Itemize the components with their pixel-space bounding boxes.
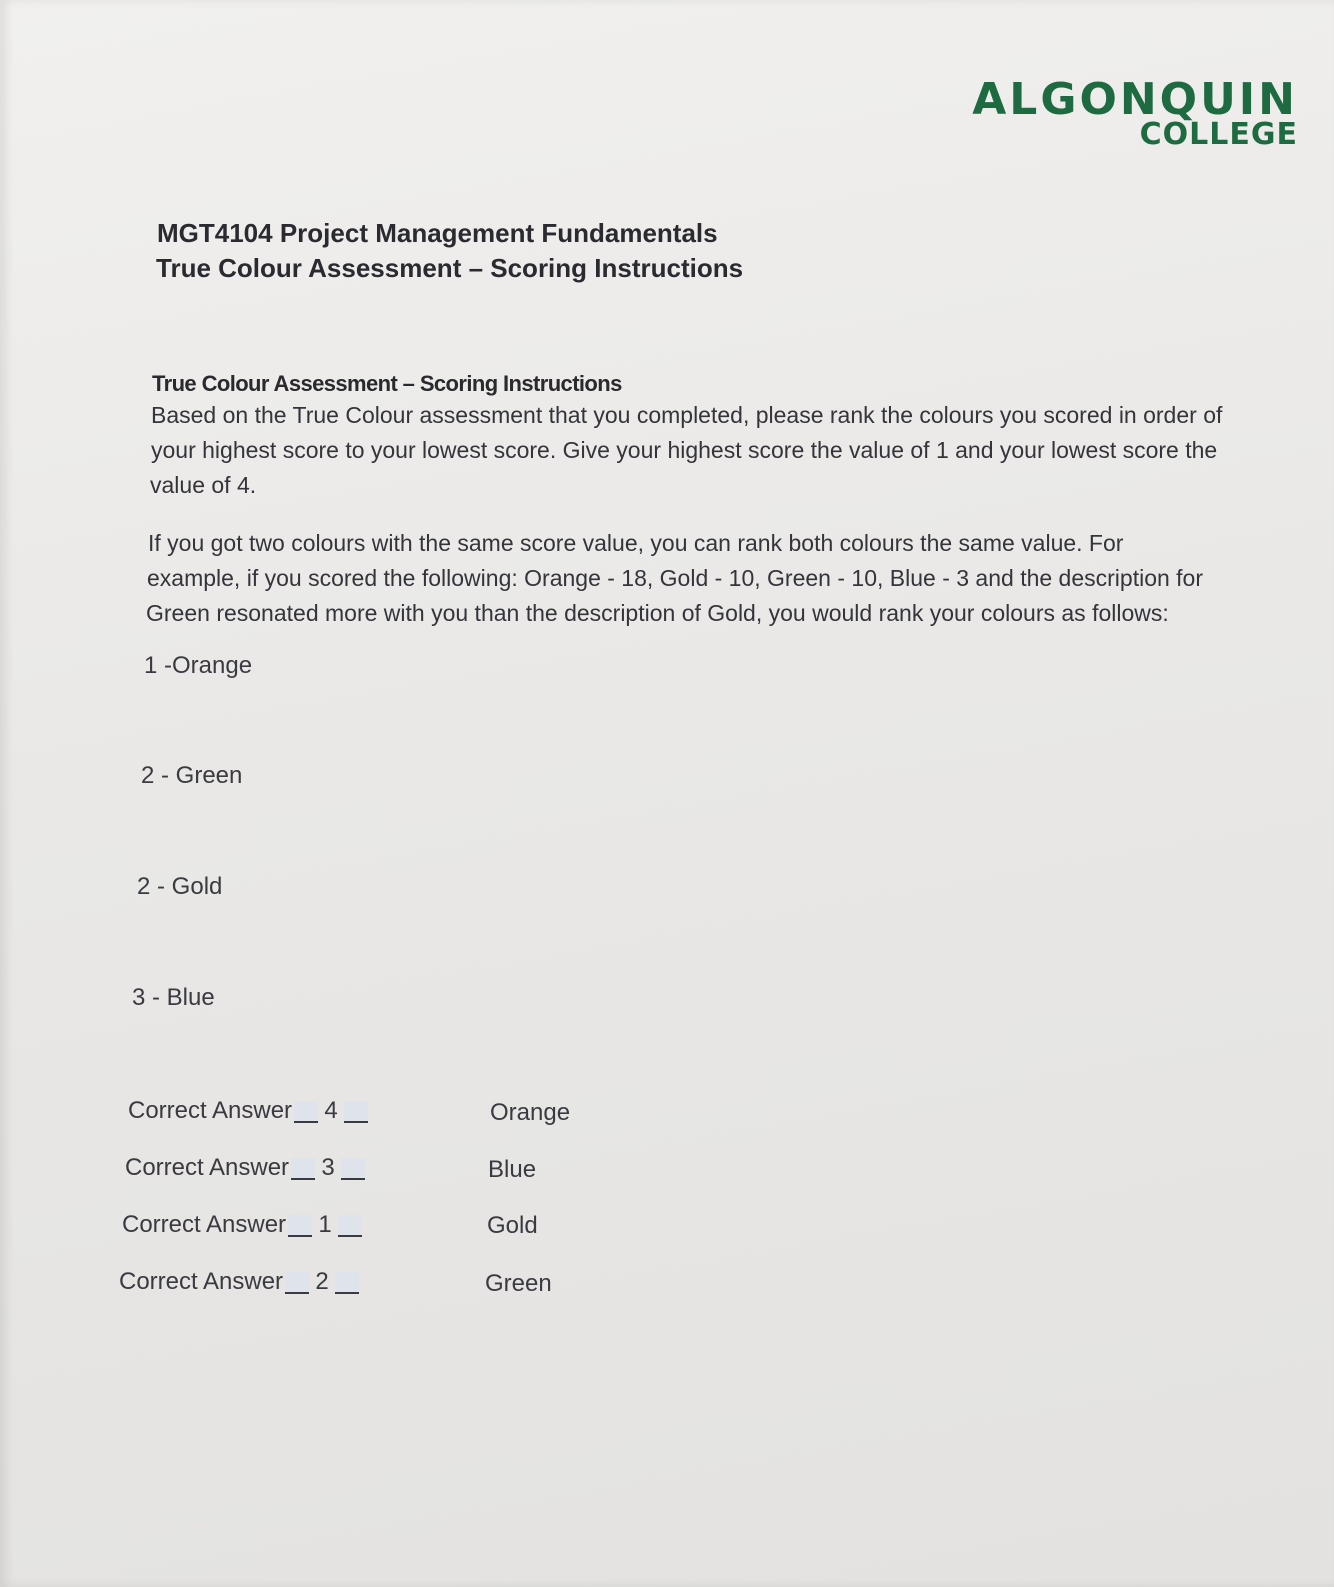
logo-subtitle: COLLEGE <box>1139 117 1298 152</box>
answer-label: Correct Answer <box>122 1211 287 1238</box>
answer-value: 2 <box>315 1268 329 1295</box>
answer-row-orange <box>128 1097 368 1125</box>
document-subtitle: True Colour Assessment – Scoring Instructions <box>156 253 744 283</box>
answer-label: Correct Answer <box>128 1097 293 1124</box>
answer-colour-gold: Gold <box>487 1212 538 1239</box>
answer-row-blue <box>125 1154 365 1182</box>
paragraph-2-line-2: example, if you scored the following: Orange - 18, Gold - 10, Green - 10, Blue - 3 and the description for <box>147 565 1204 591</box>
answer-label: Correct Answer <box>119 1268 284 1295</box>
answer-row-green <box>119 1268 359 1296</box>
answer-value: 3 <box>321 1154 335 1181</box>
example-rank-orange: 1 -Orange <box>144 652 253 679</box>
answer-colour-green: Green <box>485 1270 552 1297</box>
example-rank-blue: 3 - Blue <box>132 984 215 1011</box>
paragraph-1-line-3: value of 4. <box>150 472 257 498</box>
answer-blank <box>294 1097 368 1125</box>
answer-colour-blue: Blue <box>488 1156 537 1183</box>
paragraph-2-line-1: If you got two colours with the same score value, you can rank both colours the same value. For <box>148 530 1124 556</box>
example-rank-green: 2 - Green <box>141 762 243 789</box>
college-logo <box>972 74 1298 152</box>
answer-blank <box>285 1268 359 1296</box>
paragraph-1-line-2: your highest score to your lowest score. Give your highest score the value of 1 and your lowest score the <box>151 437 1218 463</box>
answer-row-gold <box>122 1211 362 1239</box>
course-title: MGT4104 Project Management Fundamentals <box>157 218 718 248</box>
logo-wordmark: ALGONQUIN <box>972 74 1298 125</box>
section-title: True Colour Assessment – Scoring Instructions <box>152 371 622 396</box>
example-rank-gold: 2 - Gold <box>137 873 223 900</box>
answer-value: 4 <box>324 1097 338 1124</box>
answer-blank <box>291 1154 365 1182</box>
answer-colour-orange: Orange <box>490 1099 571 1126</box>
answer-blank <box>288 1211 362 1239</box>
answer-label: Correct Answer <box>125 1154 290 1181</box>
paragraph-2-line-3: Green resonated more with you than the description of Gold, you would rank your colours as follows: <box>146 600 1169 626</box>
paragraph-1-line-1: Based on the True Colour assessment that you completed, please rank the colours you scored in order of <box>151 402 1223 428</box>
answer-value: 1 <box>318 1211 332 1238</box>
